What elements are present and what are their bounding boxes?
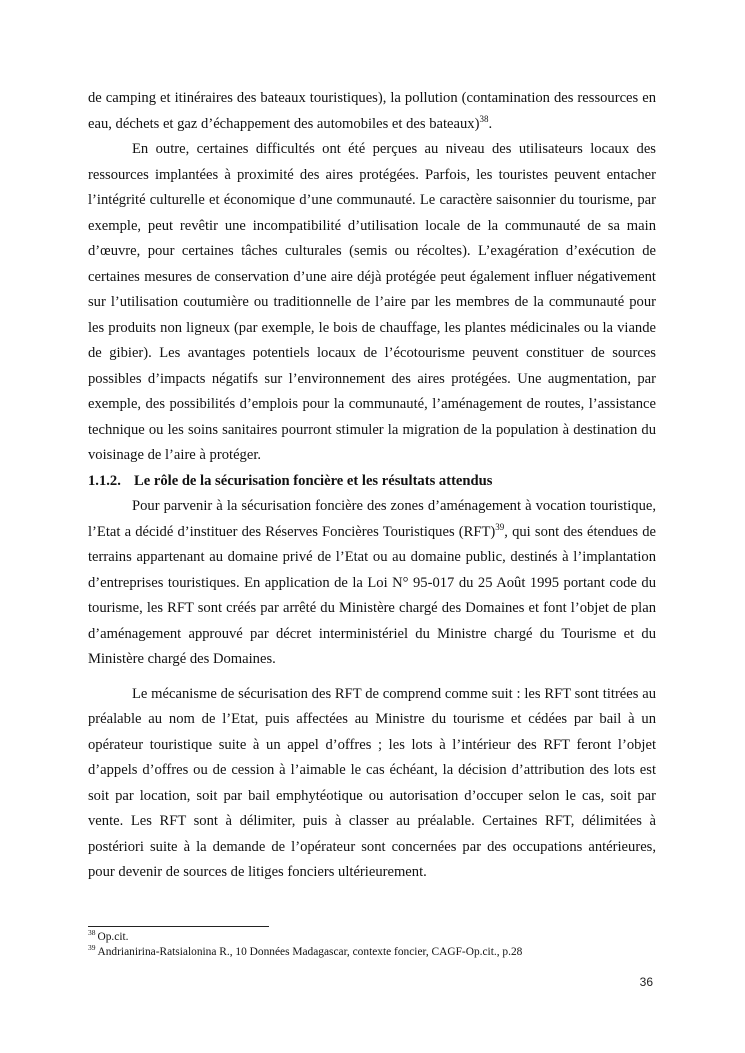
footnote-ref-38[interactable]: 38 [479, 113, 489, 124]
page-number: 36 [639, 975, 653, 989]
footnotes [88, 930, 656, 960]
footnote-ref-39[interactable]: 39 [495, 521, 505, 532]
paragraph-1 [88, 86, 656, 137]
footnote-divider [88, 926, 269, 927]
paragraph-4: Le mécanisme de sécurisation des RFT de comprend comme suit : les RFT sont titrées au préalable au nom de l’Etat, puis affectées au Ministre du tourisme et cédées par bail à un opérateur touristique suite à un appel d’offres ; les lots à l’intérieur des RFT feront l’objet d’appels d’offres ou de cession à l’aimable le cas échéant, la décision d’attribution des lots est soit par location, soit par bail emphytéotique ou autorisation d’occuper selon le cas, soit par vente. Les RFT sont à délimiter, puis à classer au préalable. Certaines RFT, délimitées à postériori suite à la demande de l’opérateur sont concernées par des occupations antérieures, pour devenir de sources de litiges fonciers ultérieurement. [88, 685, 656, 880]
footnote-text: Op.cit. [97, 931, 129, 943]
paragraph-1-tail: . [488, 115, 493, 132]
footnote-number: 39 [88, 943, 96, 953]
paragraph-3-tail: , qui sont des étendues de terrains appartenant au domaine privé de l’Etat ou au domaine public, destinés à l’implantation d’entreprises touristiques. En application de la Loi N° 95-017 du 25 Août 1995 portant code du tourisme, les RFT sont créés par arrêté du Ministère chargé des Domaines et font l’objet de plan d’aménagement approuvé par décret interministériel du Ministre chargé du Tourisme et du Ministère chargé des Domaines. [88, 523, 656, 667]
section-number: 1.1.2. [88, 472, 121, 489]
section-heading [88, 469, 656, 495]
footnote-text: Andrianirina-Ratsialonina R., 10 Données Madagascar, contexte foncier, CAGF-Op.cit., p.28 [97, 946, 523, 958]
footnote-38 [88, 930, 656, 945]
paragraph-3 [88, 494, 656, 673]
paragraph-3-text: Pour parvenir à la sécurisation foncière des zones d’aménagement à vocation touristique, l’Etat a décidé d’instituer des Réserves Foncières Touristiques (RFT) [88, 498, 656, 540]
footnote-number: 38 [88, 928, 96, 938]
paragraph-1-text: de camping et itinéraires des bateaux touristiques), la pollution (contamination des ressources en eau, déchets et gaz d’échappement des automobiles et des bateaux) [88, 90, 656, 132]
section-title: Le rôle de la sécurisation foncière et les résultats attendus [134, 472, 493, 489]
footnote-39 [88, 945, 656, 960]
paragraph-2: En outre, certaines difficultés ont été perçues au niveau des utilisateurs locaux des ressources implantées à proximité des aires protégées. Parfois, les touristes peuvent entacher l’intégrité culturelle et économique d’une communauté. Le caractère saisonnier du tourisme, par exemple, peut revêtir une incompatibilité d’utilisation locale de la communauté de sa main d’œuvre, pour certaines tâches culturales (semis ou récoltes). L’exagération d’exécution de certaines mesures de conservation d’une aire déjà protégée peut également influer négativement sur l’utilisation coutumière ou traditionnelle de l’aire par les membres de la communauté pour les produits non ligneux (par exemple, le bois de chauffage, les plantes médicinales ou la viande de gibier). Les avantages potentiels locaux de l’écotourisme peuvent constituer de sources possibles d’impacts négatifs sur l’environnement des aires protégées. Une augmentation, par exemple, des possibilités d’emplois pour la communauté, l’aménagement de routes, l’assistance technique ou les soins sanitaires pourront stimuler la migration de la population à destination du voisinage de l’aire à protéger. [88, 141, 656, 463]
body-text [88, 86, 656, 886]
